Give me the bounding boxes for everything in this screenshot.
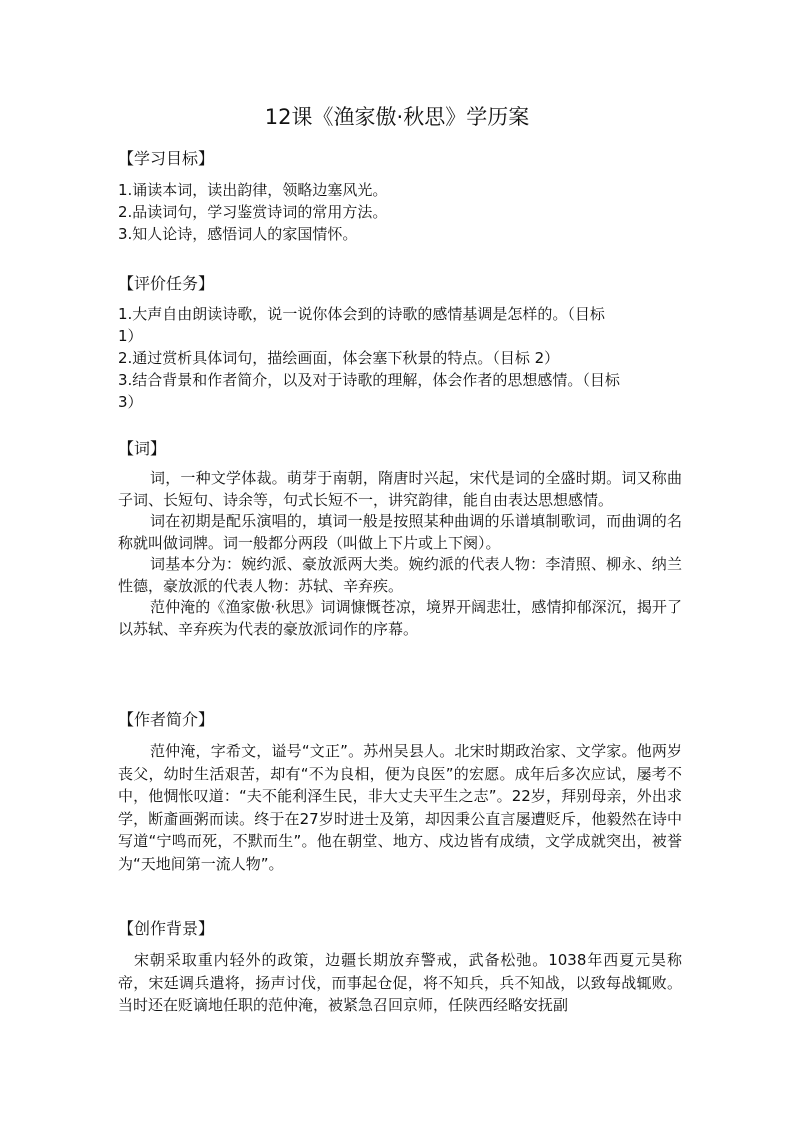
ci-section: [118, 437, 682, 640]
tasks-heading: 【评价任务】: [118, 274, 215, 293]
objective-item: 2.品读词句，学习鉴赏诗词的常用方法。: [118, 203, 388, 221]
task-item: 2.通过赏析具体词句，描绘画面，体会塞下秋景的特点。（目标 2）: [118, 349, 560, 367]
page-title: 12课《渔家傲·秋思》学历案: [264, 105, 530, 129]
ci-paragraph: 词在初期是配乐演唱的，填词一般是按照某种曲调的乐谱填制歌词，而曲调的名称就叫做词牌。词一般都分两段（叫做上下片或上下阕）。: [118, 512, 682, 552]
author-section: [118, 708, 682, 875]
objectives-section: [118, 147, 682, 245]
objective-item: 3.知人论诗，感悟词人的家国情怀。: [118, 225, 358, 243]
task-item-continued: 3）: [118, 393, 143, 411]
ci-paragraph: 词基本分为：婉约派、豪放派两大类。婉约派的代表人物：李清照、柳永、纳兰性德，豪放派的代表人物：苏轼、辛弃疾。: [118, 555, 682, 595]
ci-paragraph: 词，一种文学体裁。萌芽于南朝，隋唐时兴起，宋代是词的全盛时期。词又称曲子词、长短句、诗余等，句式长短不一，讲究韵律，能自由表达思想感情。: [118, 469, 682, 509]
objective-item: 1.诵读本词，读出韵律，领略边塞风光。: [118, 181, 388, 199]
author-heading: 【作者简介】: [118, 710, 215, 729]
task-item-continued: 1）: [118, 327, 143, 345]
background-heading: 【创作背景】: [118, 919, 215, 938]
tasks-section: [118, 272, 682, 413]
task-item: 1.大声自由朗读诗歌，说一说你体会到的诗歌的感情基调是怎样的。（目标: [118, 305, 605, 323]
background-section: [118, 917, 682, 1017]
author-paragraph: 范仲淹，字希文，谥号“文正”。苏州吴县人。北宋时期政治家、文学家。他两岁丧父，幼时生活艰苦，却有“不为良相，便为良医”的宏愿。成年后多次应试，屡考不中，他惆怅叹道：“夫不能利泽生民，非大丈夫平生之志”。22岁，拜别母亲，外出求学，断齑画粥而读。终于在27岁时进士及第，却因秉公直言屡遭贬斥，他毅然在诗中写道“宁鸣而死，不默而生”。他在朝堂、地方、戍边皆有成绩，文学成就突出，被誉为“天地间第一流人物”。: [118, 742, 682, 873]
background-paragraph: 宋朝采取重内轻外的政策，边疆长期放弃警戒，武备松弛。1038年西夏元昊称帝，宋廷调兵遣将，扬声讨伐，而事起仓促，将不知兵，兵不知战，以致每战辄败。当时还在贬谪地任职的范仲淹，被紧急召回京师，任陕西经略安抚副: [118, 951, 682, 1014]
ci-heading: 【词】: [118, 439, 167, 458]
ci-paragraph: 范仲淹的《渔家傲·秋思》词调慷慨苍凉，境界开阔悲壮，感情抑郁深沉，揭开了以苏轼、辛弃疾为代表的豪放派词作的序幕。: [118, 598, 682, 638]
objectives-heading: 【学习目标】: [118, 149, 215, 168]
task-item: 3.结合背景和作者简介，以及对于诗歌的理解，体会作者的思想感情。（目标: [118, 371, 620, 389]
